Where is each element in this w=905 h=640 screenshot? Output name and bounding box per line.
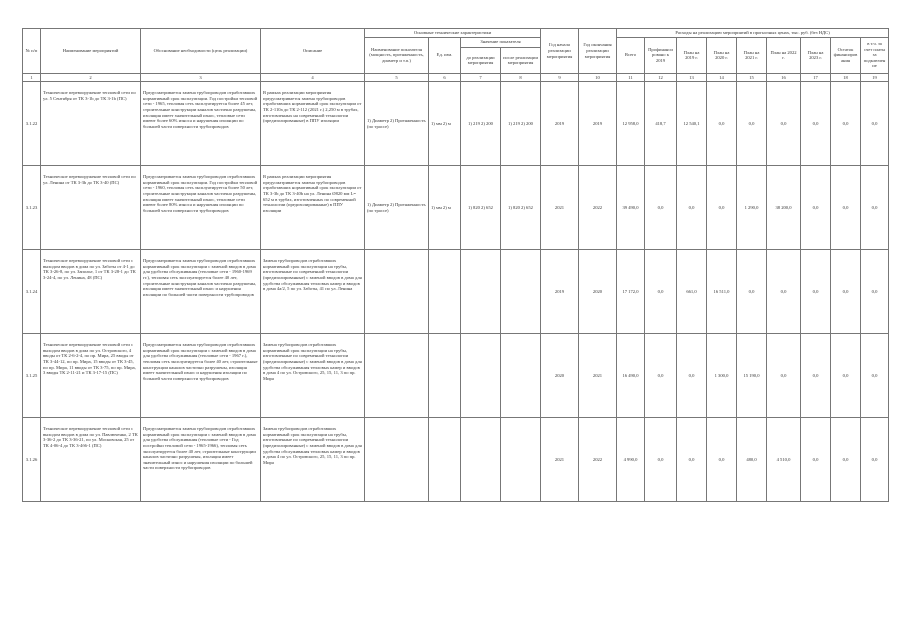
row-total: 4 990,0 [617,418,645,502]
row-year-end: 2020 [579,250,617,334]
row-plan-2020: 0,0 [707,166,737,250]
header-exp-2021: План на 2021 г. [737,37,767,73]
row-total: 39 490,0 [617,166,645,250]
row-number: 3.1.25 [23,334,41,418]
row-after: 1) 219 2) 200 [501,82,541,166]
investment-program-table [22,28,889,502]
column-number: 6 [429,73,461,82]
column-number: 14 [707,73,737,82]
header-no: № п/п [23,29,41,74]
column-number: 5 [365,73,429,82]
row-remaining: 0,0 [831,334,861,418]
row-financed: 0,0 [645,250,677,334]
table-row [23,166,889,250]
row-remaining: 0,0 [831,250,861,334]
row-remaining: 0,0 [831,418,861,502]
column-number: 17 [801,73,831,82]
row-plan-2020: 1 300,0 [707,334,737,418]
row-tech-name [365,250,429,334]
column-number: 2 [41,73,141,82]
row-year-start: 2021 [541,418,579,502]
header-expenses-group: Расходы на реализацию мероприятий в прогнозных ценах, тыс. руб. (без НДС) [617,29,889,38]
header-tech-before: до реализации мероприятия [461,47,501,73]
header-exp-financed: Профинансировано к 2019 [645,37,677,73]
row-before: 1) 820 2) 652 [461,166,501,250]
row-financed: 0,0 [645,418,677,502]
row-justification: Предусматривается замена трубопроводов отработавших нормативный срок эксплуатации. Год постройки тепловой сети - 1960, тепловая сеть эксплуатируется более 50 лет, строительные конструкции каналов частично разрушены, изоляция имеет значительный износ, тепловые сети имеют более 80% износа и нарушения изоляции по большей части поверхности трубопроводов [141,166,261,250]
row-plan-2022: 38 200,0 [767,166,801,250]
row-tech-name [365,418,429,502]
row-total: 16 490,0 [617,334,645,418]
row-tech-name: 1) Диаметр 2) Протяженность (по трассе) [365,82,429,166]
row-after [501,250,541,334]
row-name: Техническое перевооружение тепловой сети по ул. 5 Сентября от ТК 3-1b до ТК 3-1b (ПС) [41,82,141,166]
row-after [501,418,541,502]
row-number: 3.1.24 [23,250,41,334]
row-plan-2022: 4 510,0 [767,418,801,502]
header-tech-group: Основные технические характеристики [365,29,541,38]
header-exp-source: в т.ч. за счет платы за подключение [861,37,889,73]
row-number: 3.1.22 [23,82,41,166]
row-plan-2019: 0,0 [677,418,707,502]
row-before: 1) 219 2) 200 [461,82,501,166]
row-plan-2020: 0,0 [707,418,737,502]
row-plan-2023: 0,0 [801,166,831,250]
row-plan-2023: 0,0 [801,82,831,166]
row-financed: 0,0 [645,334,677,418]
header-tech-name: Наименование показателя (мощность, протяженность, диаметр и т.п.) [365,37,429,73]
row-description: Замена трубопроводов отработавших нормативный срок эксплуатации на трубы, изготовленные по современной технологии (предизолированные) с заменой вводов в дома для удобства обслуживания тепловых камер и вводов в дома 4а/2, 5 по ул. Заботы, 41 по ул. Ленина [261,250,365,334]
column-number: 1 [23,73,41,82]
column-number: 15 [737,73,767,82]
column-number: 13 [677,73,707,82]
row-source: 0,0 [861,418,889,502]
row-before [461,250,501,334]
row-plan-2019: 0,0 [677,334,707,418]
document-sheet [22,28,884,502]
row-after: 1) 820 2) 652 [501,166,541,250]
row-plan-2022: 0,0 [767,334,801,418]
row-plan-2021: 15 190,0 [737,334,767,418]
column-number-row [23,73,889,82]
row-year-start: 2021 [541,166,579,250]
row-justification: Предусматривается замена трубопроводов отработавших нормативный срок эксплуатации с заменой вводов в дома для удобства обслуживания (тепловые сети - 1967 г.), тепловая сеть эксплуатируется более 40 лет, строительные конструкции каналов частично разрушены, изоляция имеет значительный износ и нарушения изоляции по большей части поверхности трубопроводов [141,334,261,418]
header-tech-after: после реализации мероприятия [501,47,541,73]
row-source: 0,0 [861,82,889,166]
row-after [501,334,541,418]
row-remaining: 0,0 [831,82,861,166]
row-plan-2019: 12 540,1 [677,82,707,166]
header-exp-2023: План на 2023 г. [801,37,831,73]
row-name: Техническое перевооружение тепловой сети с выходом вводов в дома по ул. Заботы от 4-1 до ТК 3-26-8, по ул. Заполье, 1 от ТК 3-28-1 до ТК 3-24-4, по ул. Ленина, 48 (ПС) [41,250,141,334]
row-justification: Предусматривается замена трубопроводов отработавших нормативный срок эксплуатации. Год постройки тепловой сети - 1965, тепловая сеть эксплуатируется более 45 лет, строительные конструкции каналов частично разрушены, изоляция имеет значительный износ, тепловые сети имеют более 60% износа и нарушения изоляции по большей части поверхности трубопроводов [141,82,261,166]
row-unit [429,250,461,334]
row-plan-2023: 0,0 [801,250,831,334]
row-plan-2022: 0,0 [767,82,801,166]
row-name: Техническое перевооружение тепловой сети по ул. Ленина от ТК 3-3b до ТК 3-40 (ПС) [41,166,141,250]
row-tech-name: 1) Диаметр 2) Протяженность (по трассе) [365,166,429,250]
row-financed: 418,7 [645,82,677,166]
header-year-start: Год начала реализации мероприятия [541,29,579,74]
header-exp-2020: План на 2020 г. [707,37,737,73]
row-plan-2019: 0,0 [677,166,707,250]
row-plan-2023: 0,0 [801,418,831,502]
column-number: 19 [861,73,889,82]
column-number: 4 [261,73,365,82]
table-row [23,334,889,418]
column-number: 7 [461,73,501,82]
table-row [23,82,889,166]
row-plan-2022: 0,0 [767,250,801,334]
row-number: 3.1.23 [23,166,41,250]
row-before [461,418,501,502]
header-exp-2019: План на 2019 г. [677,37,707,73]
row-plan-2020: 0,0 [707,82,737,166]
row-description: В рамках реализации мероприятия предусматривается замена трубопроводов отработавших нормативный срок эксплуатации от ТК 3-3b до ТК 3-40b на ул. Ленина Ø820 мм L= 652 м в трубах, изготовленных по современной технологии (предизолированные) в ППУ изоляции [261,166,365,250]
row-justification: Предусматривается замена трубопроводов отработавших нормативный срок эксплуатации с заменой вводов в дома для удобства обслуживания (тепловые сети - 1960-1969 гг.), тепловая сеть эксплуатируется более 40 лет, строительные конструкции каналов частично разрушены, изоляция имеет значительный износ и нарушения изоляции по большей части поверхности трубопроводов [141,250,261,334]
row-plan-2020: 16 511,0 [707,250,737,334]
column-number: 8 [501,73,541,82]
column-number: 12 [645,73,677,82]
row-year-end: 2022 [579,166,617,250]
row-name: Техническое перевооружение тепловой сети с выходом вводов в дома по ул. Павлюченко, 2 ТК 3-36-2 до ТК 3-36-21, по ул. Московская, 25 от ТК 4-06-4 до ТК 3-4б6-1 (ПС) [41,418,141,502]
row-justification: Предусматривается замена трубопроводов отработавших нормативный срок эксплуатации с заменой вводов в дома для удобства обслуживания (тепловые сети - Год постройки тепловой сети - 1965-1966), тепловая сеть эксплуатируется более 40 лет, строительные конструкции каналов частично разрушены, изоляция имеет значительный износ и нарушения изоляции по большей части поверхности трубопроводов [141,418,261,502]
header-exp-2022: План на 2022 г. [767,37,801,73]
row-description: Замена трубопроводов отработавших нормативный срок эксплуатации на трубы, изготовленные по современной технологии (предизолированные) с заменой вводов в дома для удобства обслуживания тепловых камер и вводов в дома 4 по ул. Островского, 25, 15, 11, 3 по пр. Мира [261,334,365,418]
row-plan-2023: 0,0 [801,334,831,418]
header-name: Наименование мероприятий [41,29,141,74]
header-year-end: Год окончания реализации мероприятия [579,29,617,74]
row-plan-2021: 0,0 [737,250,767,334]
row-plan-2021: 1 290,0 [737,166,767,250]
header-justification: Обоснование необходимости (цель реализации) [141,29,261,74]
row-unit [429,418,461,502]
column-number: 16 [767,73,801,82]
row-year-end: 2021 [579,334,617,418]
row-plan-2019: 661,0 [677,250,707,334]
row-remaining: 0,0 [831,166,861,250]
row-source: 0,0 [861,334,889,418]
table-body [23,82,889,502]
row-plan-2021: 480,0 [737,418,767,502]
column-number: 9 [541,73,579,82]
row-plan-2021: 0,0 [737,82,767,166]
column-number: 18 [831,73,861,82]
row-year-start: 2019 [541,250,579,334]
table-row [23,418,889,502]
row-tech-name [365,334,429,418]
row-year-start: 2019 [541,82,579,166]
row-total: 17 172,0 [617,250,645,334]
row-unit: 1) мм 2) м [429,166,461,250]
row-source: 0,0 [861,250,889,334]
row-year-start: 2020 [541,334,579,418]
row-source: 0,0 [861,166,889,250]
row-description: В рамках реализации мероприятия предусматривается замена трубопроводов отработавших нормативный срок эксплуатации от ТК 2-110a до ТК 2-112 (2021 г.) 2,250 м в трубах, изготовленных на современной технологии (предизолированные) в ППУ изоляции [261,82,365,166]
row-name: Техническое перевооружение тепловой сети с выходом вводов в дома по ул. Островского, 4 вводы от ТК 2-6-2-4, по пр. Мира, 25 вводы от ТК 3-44-12, по пр. Мира, 15 вводы от ТК 3-45, по пр. Мира, 11 вводы от ТК 3-75, по пр. Мира, 3 вводы ТК 2-11-21 и ТК 3-17-15 (ПС) [41,334,141,418]
header-exp-total: Всего [617,37,645,73]
header-tech-values: Значение показателя [461,37,541,47]
table-row [23,250,889,334]
header-tech-unit: Ед. изм. [429,37,461,73]
column-number: 11 [617,73,645,82]
row-number: 3.1.26 [23,418,41,502]
header-exp-remaining: Остаток финансирования [831,37,861,73]
row-unit [429,334,461,418]
column-number: 10 [579,73,617,82]
row-year-end: 2022 [579,418,617,502]
row-total: 12 958,0 [617,82,645,166]
row-financed: 0,0 [645,166,677,250]
row-year-end: 2019 [579,82,617,166]
column-number: 3 [141,73,261,82]
row-description: Замена трубопроводов отработавших нормативный срок эксплуатации на трубы, изготовленные по современной технологии (предизолированные) с заменой вводов в дома для удобства обслуживания тепловых камер и вводов в дома 4 по ул. Островского, 25, 15, 11, 3 по пр. Мира [261,418,365,502]
header-description: Описание [261,29,365,74]
row-before [461,334,501,418]
row-unit: 1) мм 2) м [429,82,461,166]
